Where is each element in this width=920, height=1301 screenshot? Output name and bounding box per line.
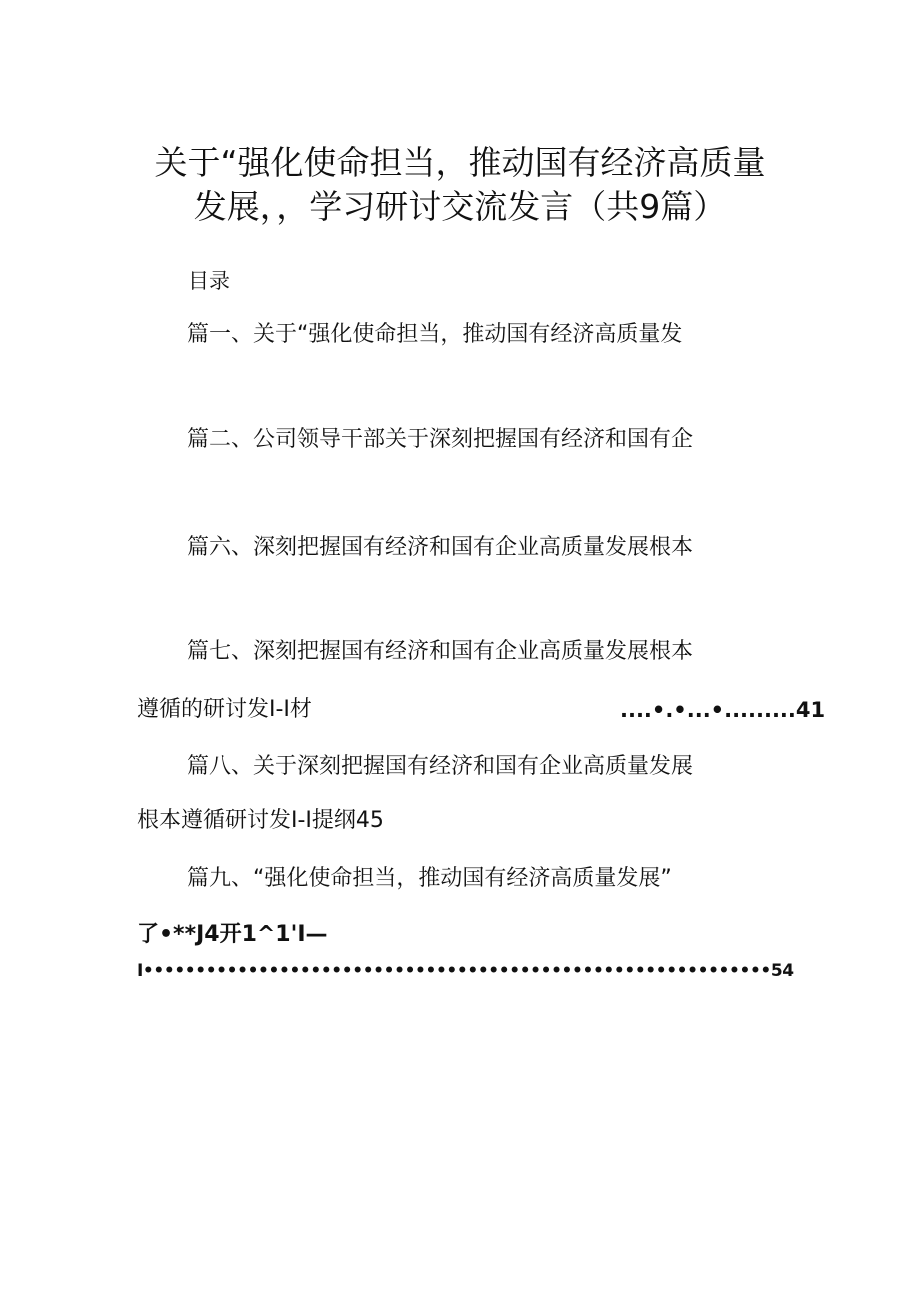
toc-entry-1[interactable]: 篇一、关于“强化使命担当，推动国有经济高质量发 xyxy=(187,322,683,347)
toc-entry-5[interactable]: 篇八、关于深刻把握国有经济和国有企业高质量发展 xyxy=(187,754,694,779)
document-title-line-1: 关于“强化使命担当，推动国有经济高质量 xyxy=(154,143,766,182)
toc-entry-6[interactable]: 篇九、“强化使命担当，推动国有经济高质量发展” xyxy=(187,866,672,891)
document-title-line-2: 发展，，学习研讨交流发言（共9篇） xyxy=(193,187,727,226)
toc-entry-6-leader-page: I••••••••••••••••••••••••••••••••••••••••••••••••••••••••••••54 xyxy=(137,961,794,981)
toc-heading: 目录 xyxy=(188,269,230,293)
toc-entry-2[interactable]: 篇二、公司领导干部关于深刻把握国有经济和国有企 xyxy=(187,427,694,452)
toc-entry-4-continuation[interactable]: 遵循的研讨发I-I材 xyxy=(137,697,312,722)
toc-entry-6-continuation[interactable]: 了•**J4开1^1'I— xyxy=(137,922,328,947)
toc-entry-5-continuation[interactable]: 根本遵循研讨发I-I提纲45 xyxy=(137,808,384,833)
toc-entry-4[interactable]: 篇七、深刻把握国有经济和国有企业高质量发展根本 xyxy=(187,639,694,664)
toc-entry-4-leader-page: ....•.•...•.........41 xyxy=(620,698,826,722)
toc-entry-3[interactable]: 篇六、深刻把握国有经济和国有企业高质量发展根本 xyxy=(187,535,694,560)
